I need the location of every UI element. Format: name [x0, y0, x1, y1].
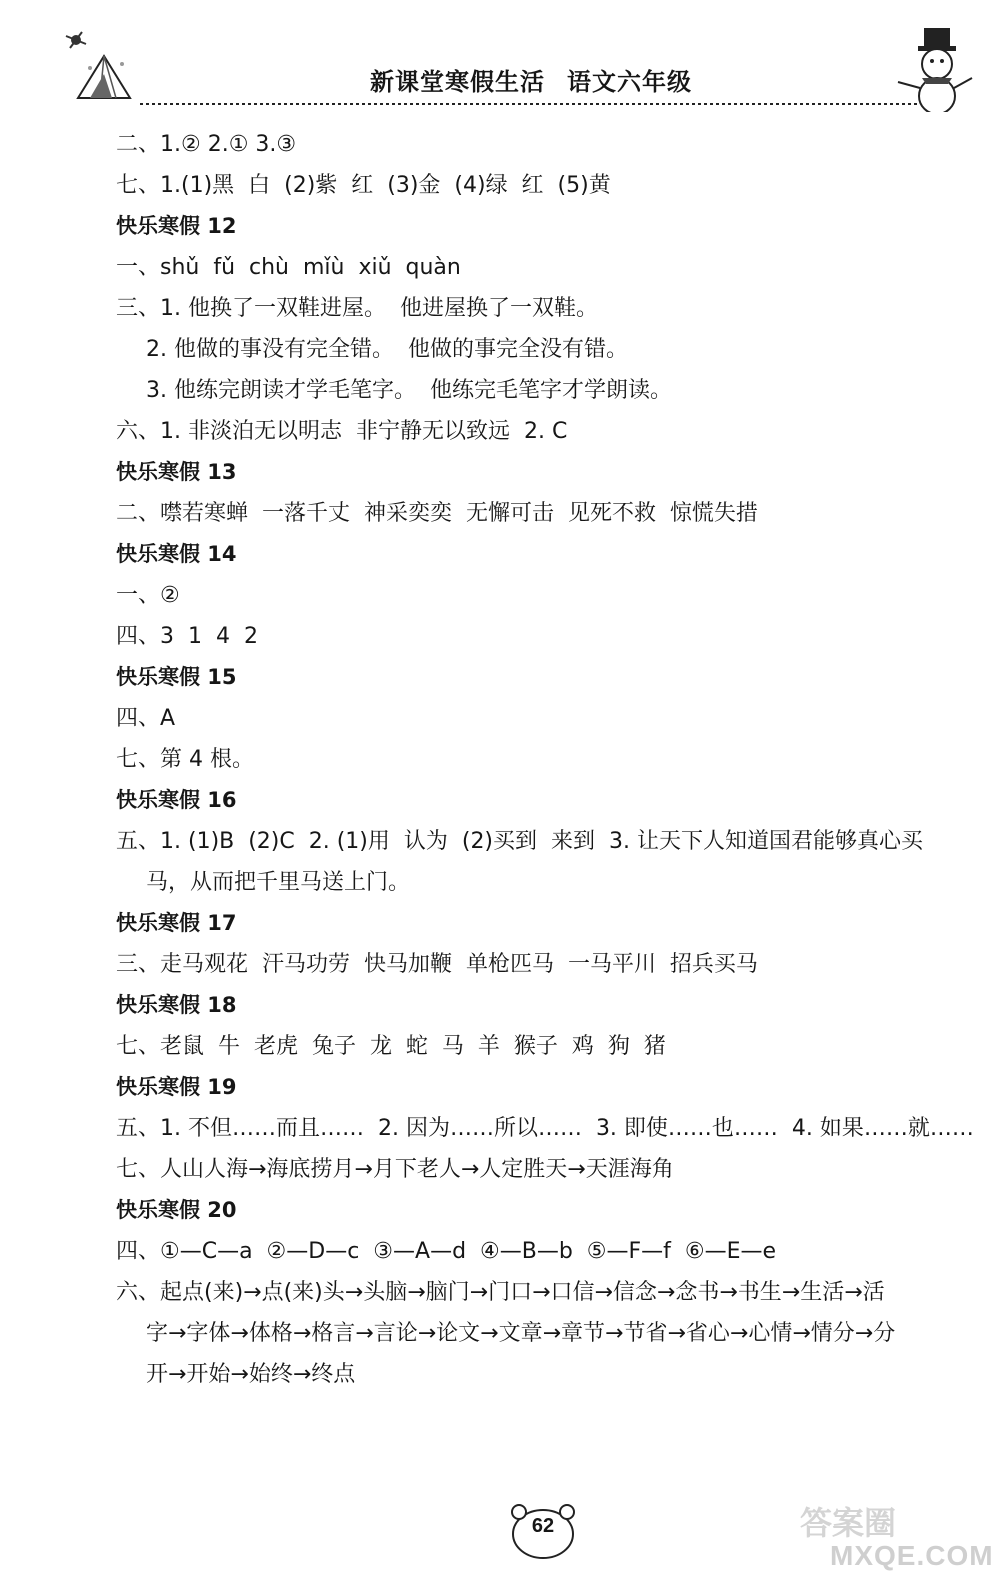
answer-line: 六、起点(来)→点(来)头→头脑→脑门→门口→口信→信念→念书→书生→生活→活: [116, 1280, 885, 1305]
tent-deco-icon: [60, 28, 140, 106]
section-heading: 快乐寒假 17: [116, 911, 237, 935]
answer-line: 马，从而把千里马送上门。: [146, 870, 411, 895]
book-title: 新课堂寒假生活: [370, 68, 545, 96]
watermark-logo-icon: [780, 1500, 980, 1544]
header-divider: [140, 100, 920, 108]
answer-line: 一、②: [116, 583, 180, 608]
answer-line: 一、shǔ fǔ chù mǐù xiǔ quàn: [116, 255, 461, 280]
answer-line: 三、1. 他换了一双鞋进屋。 他进屋换了一双鞋。: [116, 296, 598, 321]
watermark-text: MXQE.COM: [830, 1540, 994, 1571]
answer-line: 七、第 4 根。: [116, 747, 254, 772]
answer-line: 五、1. (1)B (2)C 2. (1)用 认为 (2)买到 来到 3. 让天下人知道国君能够真心买: [116, 829, 923, 854]
answer-line: 3. 他练完朗读才学毛笔字。 他练完毛笔字才学朗读。: [146, 378, 672, 403]
book-subtitle: 语文六年级: [567, 68, 692, 96]
section-heading: 快乐寒假 15: [116, 665, 237, 689]
answer-line: 六、1. 非淡泊无以明志 非宁静无以致远 2. C: [116, 419, 568, 444]
section-heading: 快乐寒假 14: [116, 542, 237, 566]
answer-line: 四、①—C—a ②—D—c ③—A—d ④—B—b ⑤—F—f ⑥—E—e: [116, 1239, 777, 1264]
answer-line: 三、走马观花 汗马功劳 快马加鞭 单枪匹马 一马平川 招兵买马: [116, 952, 758, 977]
page-footer: [0, 1490, 1000, 1571]
answer-line: 七、人山人海→海底捞月→月下老人→人定胜天→天涯海角: [116, 1157, 674, 1182]
section-heading: 快乐寒假 12: [116, 214, 237, 238]
answer-line: 二、噤若寒蝉 一落千丈 神采奕奕 无懈可击 见死不救 惊慌失措: [116, 501, 758, 526]
answer-line: 2. 他做的事没有完全错。 他做的事完全没有错。: [146, 337, 628, 362]
section-heading: 快乐寒假 16: [116, 788, 237, 812]
answer-line: 字→字体→体格→格言→言论→论文→文章→章节→节省→省心→心情→情分→分: [146, 1321, 896, 1346]
header-title: [370, 62, 692, 97]
answer-line: 五、1. 不但……而且…… 2. 因为……所以…… 3. 即使……也…… 4. 如果……就……: [116, 1116, 974, 1141]
watermark-logo-text: 答案圈: [800, 1504, 897, 1542]
section-heading: 快乐寒假 18: [116, 993, 237, 1017]
answer-line: 七、1.(1)黑 白 (2)紫 红 (3)金 (4)绿 红 (5)黄: [116, 173, 611, 198]
answer-line: 四、3 1 4 2: [116, 624, 258, 649]
answer-line: 四、A: [116, 706, 176, 731]
section-heading: 快乐寒假 19: [116, 1075, 237, 1099]
page-number: 62: [531, 1515, 555, 1537]
snowman-deco-icon: [888, 22, 978, 112]
answer-line: 二、1.② 2.① 3.③: [116, 132, 297, 157]
answer-content: [116, 124, 976, 1395]
section-heading: 快乐寒假 20: [116, 1198, 237, 1222]
answer-line: 七、老鼠 牛 老虎 兔子 龙 蛇 马 羊 猴子 鸡 狗 猪: [116, 1034, 666, 1059]
section-heading: 快乐寒假 13: [116, 460, 237, 484]
answer-line: 开→开始→始终→终点: [146, 1362, 356, 1387]
page-header: [0, 0, 1000, 120]
